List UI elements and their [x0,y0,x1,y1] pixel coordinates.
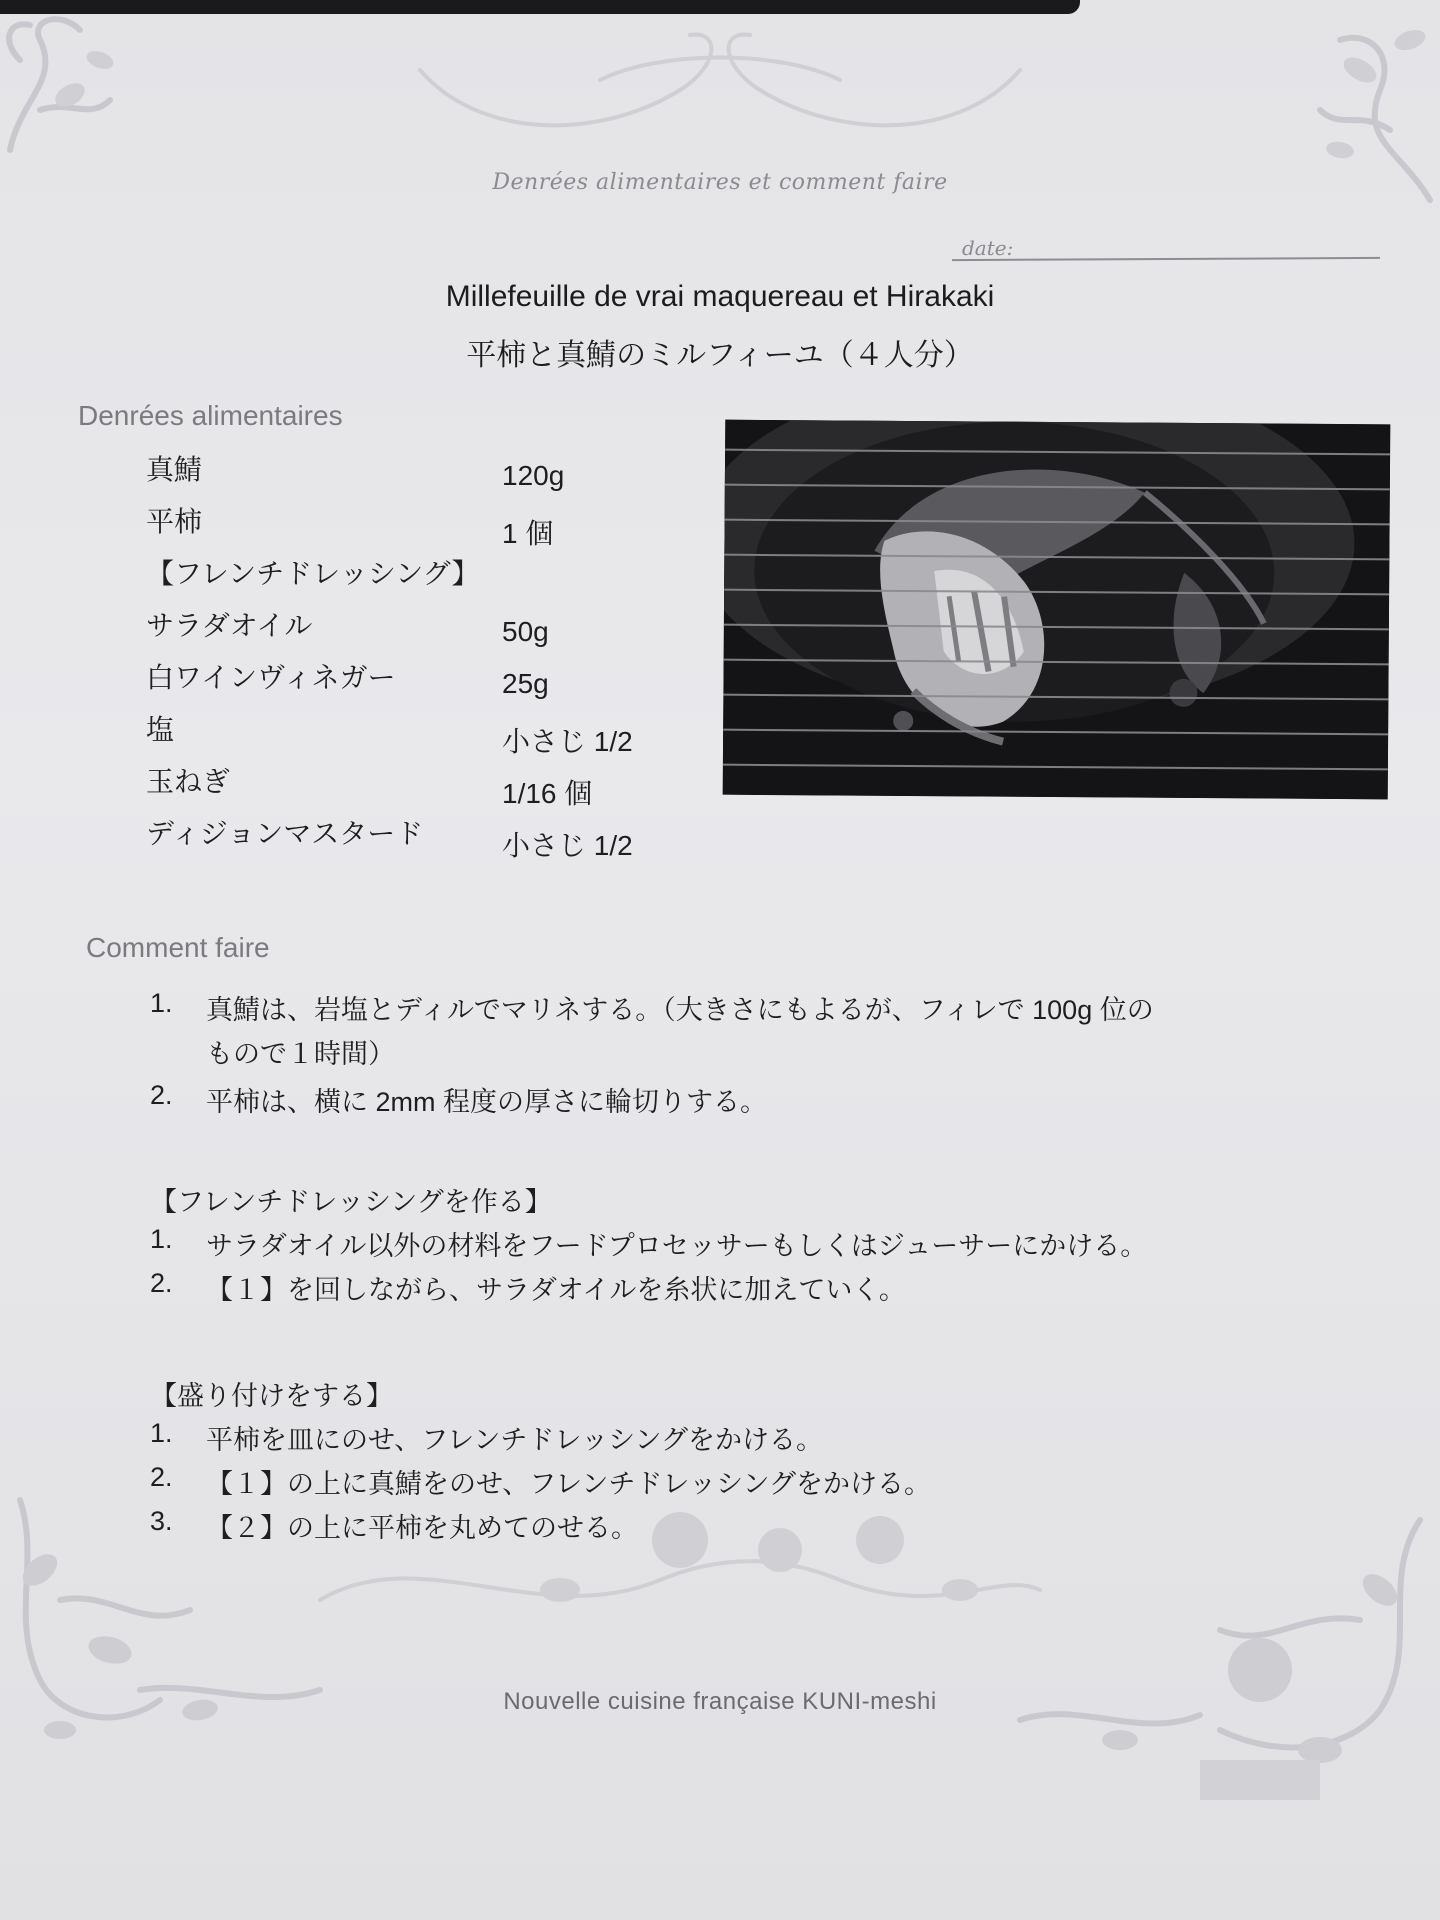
plating-steps [150,1374,1260,1550]
ingredient-row [146,760,706,812]
ingredient-name: 平柿 [146,506,203,537]
dressing-step [150,1268,1260,1312]
method-steps [150,988,1260,1124]
ingredient-name: 真鯖 [146,454,203,485]
ingredient-amount: 50g [502,616,549,647]
ingredient-amount: 1/16 個 [502,778,593,809]
ingredient-name: サラダオイル [146,610,313,641]
plating-step [150,1462,1260,1506]
step-text: 真鯖は、岩塩とディルでマリネする。（大きさにもよるが、フィレで 100g 位の もので１時間） [206,995,1154,1069]
top-center-swirl-ornament-icon [400,10,1040,160]
step-number: 3. [150,1506,173,1536]
ingredient-amount: 120g [502,460,565,491]
step-text: 【１】の上に真鯖をのせ、フレンチドレッシングをかける。 [206,1469,931,1499]
ingredient-row [146,552,706,604]
ingredients-list [146,448,706,864]
top-left-floral-ornament-icon [0,0,200,170]
ingredient-row [146,812,706,864]
ingredient-row [146,448,706,500]
ingredient-amount: 1 個 [502,518,554,549]
step-text: 平柿は、横に 2mm 程度の厚さに輪切りする。 [206,1087,768,1117]
footer-brand: Nouvelle cuisine française KUNI-meshi [503,1688,937,1715]
recipe-title-french: Millefeuille de vrai maquereau et Hirakaki [445,280,995,313]
ingredient-group-heading: 【フレンチドレッシング】 [146,558,480,589]
ingredient-row [146,604,706,656]
step-number: 1. [150,1224,173,1254]
ingredient-name: 白ワインヴィネガー [146,662,396,693]
date-label: date: [962,236,1014,260]
dish-photo [723,420,1391,800]
step-text: 【２】の上に平柿を丸めてのせる。 [206,1513,638,1543]
ingredient-name: 塩 [146,714,175,745]
step-number: 2. [150,1462,173,1492]
step-number: 1. [150,988,173,1018]
ingredient-row [146,500,706,552]
ingredient-name: ディジョンマスタード [146,818,424,849]
method-heading: Comment faire [86,932,270,963]
ingredient-name: 玉ねぎ [146,766,231,797]
dressing-steps [150,1180,1260,1312]
step-number: 2. [150,1268,173,1298]
step-text: サラダオイル以外の材料をフードプロセッサーもしくはジューサーにかける。 [206,1231,1148,1261]
dressing-step [150,1224,1260,1268]
plating-step [150,1506,1260,1550]
ingredient-row [146,708,706,760]
paper-top-edge [0,0,1080,14]
step-text: 【１】を回しながら、サラダオイルを糸状に加えていく。 [206,1275,906,1305]
ingredients-heading: Denrées alimentaires [78,400,343,431]
plating-step [150,1418,1260,1462]
ingredient-row [146,656,706,708]
dish-photo-image [723,420,1391,800]
date-underline [952,257,1380,261]
ingredient-amount: 小さじ 1/2 [502,830,633,861]
method-step [150,988,1260,1076]
dressing-subheading: 【フレンチドレッシングを作る】 [150,1187,552,1217]
step-text: 平柿を皿にのせ、フレンチドレッシングをかける。 [206,1425,823,1455]
header-subtitle: Denrées alimentaires et comment faire [492,170,948,195]
recipe-title-japanese: 平柿と真鯖のミルフィーユ（４人分） [466,339,974,372]
plating-subheading: 【盛り付けをする】 [150,1381,393,1411]
ingredient-amount: 25g [502,668,549,699]
ingredient-amount: 小さじ 1/2 [502,726,633,757]
step-number: 1. [150,1418,173,1448]
method-step [150,1080,1260,1124]
step-number: 2. [150,1080,173,1110]
